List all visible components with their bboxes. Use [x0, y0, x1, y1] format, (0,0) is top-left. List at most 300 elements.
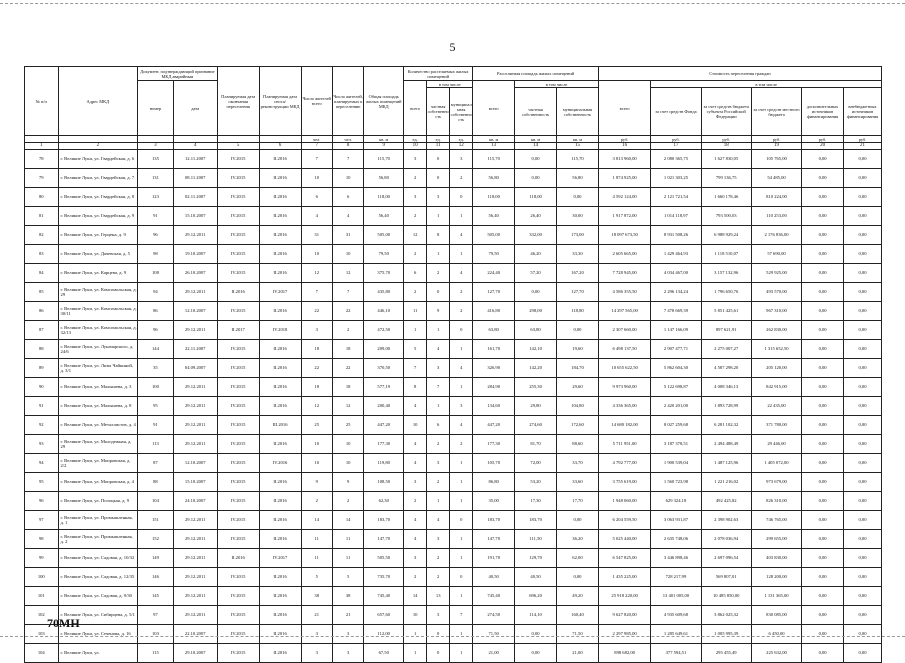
- row-total-area: 735,70: [364, 568, 404, 587]
- row-cost-local: 529 925,00: [751, 264, 801, 283]
- row-number: 90: [25, 378, 59, 397]
- row-cost-fund: 1 021 303,25: [651, 169, 701, 188]
- row-rooms-total: 4: [404, 454, 427, 473]
- row-address: г. Великие Луки, ул. Садовая, д. 12/35: [58, 568, 138, 587]
- row-number: 98: [25, 530, 59, 549]
- row-cost-regional: 2 697 096,54: [701, 549, 751, 568]
- row-cost-regional: 1 627 830,05: [701, 150, 751, 169]
- row-resettle-date: IV.2015: [217, 302, 259, 321]
- row-number: 99: [25, 549, 59, 568]
- row-rooms-private: 7: [427, 378, 450, 397]
- row-total-area: 147,70: [364, 530, 404, 549]
- row-resettle-date: IV.2015: [217, 169, 259, 188]
- row-cost-regional: 799 136,75: [701, 169, 751, 188]
- row-residents: 21: [301, 606, 332, 625]
- row-cost-total: 2 297 985,00: [598, 625, 650, 644]
- unit-rub: руб.: [651, 136, 701, 143]
- row-cost-regional: 3 157 132,96: [701, 264, 751, 283]
- row-cost-additional: 0,00: [802, 226, 844, 245]
- row-rooms-private: 6: [427, 416, 450, 435]
- row-rooms-private: 3: [427, 606, 450, 625]
- row-area-total: 505,00: [473, 226, 515, 245]
- row-demolish-date: II.2016: [259, 530, 301, 549]
- row-resettle-date: IV.2015: [217, 359, 259, 378]
- row-cost-fund: 2 420 201,00: [651, 397, 701, 416]
- row-rooms-total: 1: [404, 625, 427, 644]
- row-area-private: 696,20: [515, 587, 557, 606]
- row-rooms-municipal: 1: [450, 587, 473, 606]
- unit-people: чел.: [301, 136, 332, 143]
- row-doc-date: 22.11.2007: [173, 340, 217, 359]
- row-rooms-municipal: 1: [450, 549, 473, 568]
- row-area-total: 326,90: [473, 359, 515, 378]
- row-residents: 10: [301, 454, 332, 473]
- column-number: 4: [173, 143, 217, 150]
- row-cost-total: 3 813 960,00: [598, 150, 650, 169]
- row-total-area: 62,30: [364, 492, 404, 511]
- unit-rub: руб.: [701, 136, 751, 143]
- row-rooms-total: 3: [404, 188, 427, 207]
- row-cost-extrabudget: 0,00: [844, 207, 882, 226]
- row-rooms-total: 4: [404, 435, 427, 454]
- row-address: г. Великие Луки, ул. Карцева, д. 9: [58, 264, 138, 283]
- row-rooms-municipal: 1: [450, 207, 473, 226]
- row-address: г. Великие Луки, ул. Малышева, д. 8: [58, 397, 138, 416]
- row-cost-local: 110 253,00: [751, 207, 801, 226]
- row-cost-fund: 8 027 259,68: [651, 416, 701, 435]
- row-area-private: 26,40: [515, 207, 557, 226]
- row-area-private: 17,30: [515, 492, 557, 511]
- row-doc-number: 152: [138, 530, 174, 549]
- row-cost-additional: 0,00: [802, 587, 844, 606]
- row-rooms-private: 0: [427, 150, 450, 169]
- table-row: [25, 321, 882, 340]
- table-row: [25, 150, 882, 169]
- row-doc-number: 98: [138, 245, 174, 264]
- row-cost-extrabudget: 0,00: [844, 226, 882, 245]
- table-row: [25, 568, 882, 587]
- row-address: г. Великие Луки, ул. Комсомольская, д. 30/11: [58, 302, 138, 321]
- row-cost-regional: 5 851 425,61: [701, 302, 751, 321]
- row-number: 100: [25, 568, 59, 587]
- row-residents: 3: [301, 644, 332, 663]
- row-cost-regional: 1 221 216,02: [701, 473, 751, 492]
- row-number: 94: [25, 454, 59, 473]
- row-area-municipal: 30,00: [557, 207, 599, 226]
- column-number: 17: [651, 143, 701, 150]
- row-residents-plan: 7: [332, 150, 363, 169]
- row-cost-total: 6 547 825,00: [598, 549, 650, 568]
- header-doc: Документ, подтверждающий признание МКД аварийным: [138, 67, 218, 81]
- row-doc-number: 100: [138, 378, 174, 397]
- row-area-municipal: 160,40: [557, 606, 599, 625]
- row-doc-date: 12.11.2007: [173, 150, 217, 169]
- row-demolish-date: II.2016: [259, 340, 301, 359]
- row-address: г. Великие Луки, ул. Гвардейская, д. 9: [58, 207, 138, 226]
- row-area-municipal: 173,00: [557, 226, 599, 245]
- column-number: 20: [802, 143, 844, 150]
- row-residents-plan: 6: [332, 188, 363, 207]
- table-row: [25, 207, 882, 226]
- row-demolish-date: IV.2018: [259, 321, 301, 340]
- row-cost-local: 105 765,00: [751, 150, 801, 169]
- row-demolish-date: IV.2017: [259, 549, 301, 568]
- unit-sqm: кв. м: [557, 136, 599, 143]
- row-total-area: 200,40: [364, 397, 404, 416]
- table-row: [25, 188, 882, 207]
- row-residents: 9: [301, 473, 332, 492]
- row-cost-local: 225 632,00: [751, 644, 801, 663]
- row-cost-regional: 2 275 007,27: [701, 340, 751, 359]
- row-cost-extrabudget: 0,00: [844, 264, 882, 283]
- row-cost-additional: 0,00: [802, 644, 844, 663]
- row-residents: 31: [301, 226, 332, 245]
- header-cost-extrabudget: внебюджетных источников финансирования: [844, 88, 882, 136]
- row-resettle-date: IV.2015: [217, 587, 259, 606]
- row-total-area: 56,40: [364, 207, 404, 226]
- row-cost-fund: 1 429 464,93: [651, 245, 701, 264]
- row-number: 91: [25, 397, 59, 416]
- row-address: г. Великие Луки, ул. Сеченова, д. 16: [58, 625, 138, 644]
- row-rooms-municipal: 3: [450, 397, 473, 416]
- row-residents-plan: 25: [332, 416, 363, 435]
- row-rooms-total: 6: [404, 264, 427, 283]
- row-residents: 10: [301, 435, 332, 454]
- row-cost-total: 898 682,00: [598, 644, 650, 663]
- row-address: г. Великие Луки, ул. Комсомольская, д. 32/13: [58, 321, 138, 340]
- header-cost: Стоимость переселения граждан: [598, 67, 881, 81]
- row-total-area: 446,10: [364, 302, 404, 321]
- row-rooms-municipal: 4: [450, 359, 473, 378]
- column-number: 6: [259, 143, 301, 150]
- row-rooms-total: 1: [404, 321, 427, 340]
- column-number: 2: [58, 143, 138, 150]
- row-area-private: 0,00: [515, 625, 557, 644]
- header-cost-fund: за счет средств Фонда: [651, 88, 701, 136]
- row-cost-local: 493 570,00: [751, 283, 801, 302]
- row-residents-plan: 10: [332, 454, 363, 473]
- row-doc-date: 15.10.2007: [173, 473, 217, 492]
- row-doc-number: 145: [138, 587, 174, 606]
- unit-people: чел.: [332, 136, 363, 143]
- row-area-municipal: 167,20: [557, 264, 599, 283]
- row-rooms-total: 3: [404, 150, 427, 169]
- row-area-total: 79,50: [473, 245, 515, 264]
- row-cost-total: 3 755 619,00: [598, 473, 650, 492]
- column-number: 1: [25, 143, 59, 150]
- row-rooms-total: 1: [404, 644, 427, 663]
- row-cost-additional: 0,00: [802, 302, 844, 321]
- column-number: 11: [427, 143, 450, 150]
- row-number: 85: [25, 283, 59, 302]
- row-rooms-municipal: 1: [450, 378, 473, 397]
- row-rooms-municipal: 1: [450, 530, 473, 549]
- row-area-total: 274,50: [473, 606, 515, 625]
- row-cost-extrabudget: 0,00: [844, 625, 882, 644]
- row-cost-regional: 1 893 728,99: [701, 397, 751, 416]
- table-body: [25, 150, 882, 663]
- row-address: г. Великие Луки, ул. Садовая, д. 10/32: [58, 549, 138, 568]
- row-demolish-date: II.2016: [259, 473, 301, 492]
- row-number: 103: [25, 625, 59, 644]
- row-area-total: 191,70: [473, 549, 515, 568]
- row-cost-fund: 2 635 748,06: [651, 530, 701, 549]
- row-demolish-date: II.2016: [259, 264, 301, 283]
- header-area-incl: в том числе: [515, 81, 599, 88]
- row-rooms-private: 8: [427, 226, 450, 245]
- row-total-area: 177,30: [364, 435, 404, 454]
- row-area-total: 105,70: [473, 454, 515, 473]
- row-cost-fund: 3 446 898,46: [651, 549, 701, 568]
- row-rooms-private: 2: [427, 549, 450, 568]
- row-cost-local: 830 085,00: [751, 606, 801, 625]
- row-number: 104: [25, 644, 59, 663]
- row-resettle-date: II.2016: [217, 549, 259, 568]
- row-residents-plan: 18: [332, 340, 363, 359]
- row-demolish-date: II.2016: [259, 169, 301, 188]
- row-rooms-total: 11: [404, 302, 427, 321]
- row-total-area: 505,50: [364, 549, 404, 568]
- row-cost-additional: 0,00: [802, 188, 844, 207]
- row-doc-number: 146: [138, 568, 174, 587]
- row-cost-extrabudget: 0,00: [844, 283, 882, 302]
- row-rooms-private: 4: [427, 511, 450, 530]
- row-residents-plan: 10: [332, 435, 363, 454]
- row-number: 83: [25, 245, 59, 264]
- row-cost-fund: 629 324,18: [651, 492, 701, 511]
- row-rooms-private: 1: [427, 397, 450, 416]
- table-row: [25, 492, 882, 511]
- row-doc-number: 96: [138, 321, 174, 340]
- row-cost-regional: 6 988 929,24: [701, 226, 751, 245]
- row-address: г. Великие Луки, ул.: [58, 644, 138, 663]
- row-area-total: 161,70: [473, 340, 515, 359]
- row-demolish-date: II.2016: [259, 188, 301, 207]
- row-area-total: 71,50: [473, 625, 515, 644]
- row-residents: 10: [301, 169, 332, 188]
- unit-rub: руб.: [598, 136, 650, 143]
- row-residents: 5: [301, 568, 332, 587]
- column-number: 15: [557, 143, 599, 150]
- row-cost-additional: 0,00: [802, 454, 844, 473]
- row-demolish-date: IV.2017: [259, 283, 301, 302]
- row-rooms-total: 4: [404, 511, 427, 530]
- row-cost-total: 18 097 673,50: [598, 226, 650, 245]
- row-doc-date: 29.12.2011: [173, 416, 217, 435]
- row-cost-extrabudget: 0,00: [844, 454, 882, 473]
- row-cost-total: 14 680 182,00: [598, 416, 650, 435]
- row-cost-local: 973 679,00: [751, 473, 801, 492]
- row-area-total: 86,80: [473, 473, 515, 492]
- row-cost-fund: 4 935 609,68: [651, 606, 701, 625]
- row-area-private: 57,20: [515, 264, 557, 283]
- row-area-total: 177,30: [473, 435, 515, 454]
- row-cost-regional: 10 485 850,00: [701, 587, 751, 606]
- row-doc-number: 96: [138, 226, 174, 245]
- row-rooms-total: 2: [404, 169, 427, 188]
- header-area-municipal: муниципальная собственность: [557, 88, 599, 136]
- row-residents-plan: 38: [332, 587, 363, 606]
- row-demolish-date: II.2016: [259, 302, 301, 321]
- row-number: 95: [25, 473, 59, 492]
- row-total-area: 447,20: [364, 416, 404, 435]
- column-number: 5: [217, 143, 259, 150]
- row-address: г. Великие Луки, ул. Металлистов, д. 4: [58, 416, 138, 435]
- row-cost-extrabudget: 0,00: [844, 435, 882, 454]
- row-area-total: 447,20: [473, 416, 515, 435]
- row-rooms-total: 2: [404, 245, 427, 264]
- row-doc-number: 131: [138, 169, 174, 188]
- row-residents: 6: [301, 188, 332, 207]
- row-area-private: 46,20: [515, 245, 557, 264]
- row-rooms-private: 2: [427, 568, 450, 587]
- row-doc-date: 26.10.2007: [173, 264, 217, 283]
- row-area-private: 298,00: [515, 302, 557, 321]
- row-cost-additional: 0,00: [802, 473, 844, 492]
- unit-sqm: кв. м: [515, 136, 557, 143]
- row-cost-extrabudget: 0,00: [844, 416, 882, 435]
- row-residents: 10: [301, 245, 332, 264]
- scan-edge-bottom: [0, 636, 905, 637]
- row-cost-additional: 0,00: [802, 511, 844, 530]
- row-cost-total: 1 874 925,00: [598, 169, 650, 188]
- row-doc-date: 29.12.2011: [173, 606, 217, 625]
- resettlement-table: [24, 66, 882, 663]
- row-area-total: 118,00: [473, 188, 515, 207]
- row-resettle-date: IV.2015: [217, 644, 259, 663]
- page-number: 5: [449, 40, 456, 54]
- row-rooms-total: 4: [404, 530, 427, 549]
- row-cost-extrabudget: 0,00: [844, 302, 882, 321]
- row-cost-extrabudget: 0,00: [844, 378, 882, 397]
- row-rooms-total: 2: [404, 207, 427, 226]
- row-cost-total: 14 297 565,00: [598, 302, 650, 321]
- header-area-total: всего: [473, 81, 515, 136]
- row-resettle-date: IV.2015: [217, 473, 259, 492]
- row-area-municipal: 104,80: [557, 397, 599, 416]
- row-number: 86: [25, 302, 59, 321]
- row-address: г. Великие Луки, ул. Промышленная, д. 2: [58, 530, 138, 549]
- row-area-total: 745,40: [473, 587, 515, 606]
- row-doc-date: 29.12.2011: [173, 549, 217, 568]
- row-demolish-date: II.2016: [259, 378, 301, 397]
- row-cost-local: 128 200,00: [751, 568, 801, 587]
- row-cost-additional: 0,00: [802, 492, 844, 511]
- table-row: [25, 454, 882, 473]
- row-residents: 25: [301, 416, 332, 435]
- row-total-area: 112,00: [364, 625, 404, 644]
- row-rooms-private: 1: [427, 245, 450, 264]
- row-area-total: 115,70: [473, 150, 515, 169]
- row-doc-date: 12.10.2007: [173, 454, 217, 473]
- row-number: 96: [25, 492, 59, 511]
- row-number: 88: [25, 340, 59, 359]
- row-total-area: 118,00: [364, 188, 404, 207]
- row-cost-fund: 7 478 669,39: [651, 302, 701, 321]
- row-residents-plan: 5: [332, 568, 363, 587]
- row-area-municipal: 49,20: [557, 587, 599, 606]
- row-rooms-municipal: 1: [450, 454, 473, 473]
- row-address: г. Великие Луки, ул. Гвардейская, д. 7: [58, 169, 138, 188]
- row-cost-total: 1 948 060,00: [598, 492, 650, 511]
- row-address: г. Великие Луки, ул. Гвардейская, д. 8: [58, 188, 138, 207]
- row-area-municipal: 172,60: [557, 416, 599, 435]
- row-rooms-private: 0: [427, 283, 450, 302]
- row-cost-total: 6 498 137,50: [598, 340, 650, 359]
- row-cost-regional: 6 281 102,32: [701, 416, 751, 435]
- column-number: 9: [364, 143, 404, 150]
- row-cost-extrabudget: 0,00: [844, 150, 882, 169]
- row-residents: 3: [301, 321, 332, 340]
- header-residents: Число жителей всего: [301, 67, 332, 136]
- row-address: г. Великие Луки, ул. Лизы Чайкиной, д. 3/1: [58, 359, 138, 378]
- row-rooms-municipal: 2: [450, 302, 473, 321]
- table-row: [25, 397, 882, 416]
- row-resettle-date: IV.2015: [217, 340, 259, 359]
- row-area-private: 72,00: [515, 454, 557, 473]
- row-demolish-date: II.2016: [259, 511, 301, 530]
- row-residents: 11: [301, 549, 332, 568]
- row-doc-number: 97: [138, 606, 174, 625]
- table-row: [25, 340, 882, 359]
- row-rooms-total: 10: [404, 606, 427, 625]
- row-area-municipal: 56,80: [557, 169, 599, 188]
- row-address: г. Великие Луки, ул. Садовая, д. 9/30: [58, 587, 138, 606]
- row-residents: 7: [301, 283, 332, 302]
- row-address: г. Великие Луки, ул. Мопровская, д. 4: [58, 473, 138, 492]
- row-number: 89: [25, 359, 59, 378]
- unit-unit: ед.: [427, 136, 450, 143]
- row-resettle-date: IV.2015: [217, 435, 259, 454]
- row-demolish-date: II.2016: [259, 150, 301, 169]
- row-address: г. Великие Луки, ул. Гвардейская, д. 6: [58, 150, 138, 169]
- row-doc-date: 22.10.2007: [173, 625, 217, 644]
- row-address: г. Великие Луки, ул. Полоцкая, д. 9: [58, 492, 138, 511]
- row-residents-plan: 22: [332, 302, 363, 321]
- unit-sqm: кв. м: [364, 136, 404, 143]
- row-doc-date: 29.12.2011: [173, 321, 217, 340]
- row-doc-number: 135: [138, 150, 174, 169]
- row-cost-fund: 5 862 604,30: [651, 359, 701, 378]
- row-area-private: 129,70: [515, 549, 557, 568]
- row-demolish-date: II.2016: [259, 587, 301, 606]
- row-demolish-date: II.2016: [259, 606, 301, 625]
- row-cost-total: 4 592 124,00: [598, 188, 650, 207]
- row-area-municipal: 29,60: [557, 378, 599, 397]
- row-doc-date: 29.12.2011: [173, 378, 217, 397]
- row-rooms-municipal: 1: [450, 492, 473, 511]
- row-rooms-private: 1: [427, 321, 450, 340]
- row-cost-fund: 8 931 508,26: [651, 226, 701, 245]
- row-cost-fund: 1 147 166,09: [651, 321, 701, 340]
- row-cost-additional: 0,00: [802, 207, 844, 226]
- row-address: г. Великие Луки, ул. Дачевская, д. 5: [58, 245, 138, 264]
- row-cost-local: 57 690,00: [751, 245, 801, 264]
- row-cost-regional: 3 862 025,32: [701, 606, 751, 625]
- row-doc-number: 115: [138, 644, 174, 663]
- row-cost-additional: 0,00: [802, 321, 844, 340]
- row-cost-fund: 3 187 378,51: [651, 435, 701, 454]
- row-residents-plan: 2: [332, 321, 363, 340]
- table-row: [25, 435, 882, 454]
- row-rooms-municipal: 2: [450, 435, 473, 454]
- row-cost-local: 810 224,00: [751, 188, 801, 207]
- row-rooms-private: 2: [427, 473, 450, 492]
- row-doc-date: 29.10.2007: [173, 644, 217, 663]
- row-doc-date: 29.12.2011: [173, 568, 217, 587]
- table-row: [25, 264, 882, 283]
- row-cost-regional: 897 621,91: [701, 321, 751, 340]
